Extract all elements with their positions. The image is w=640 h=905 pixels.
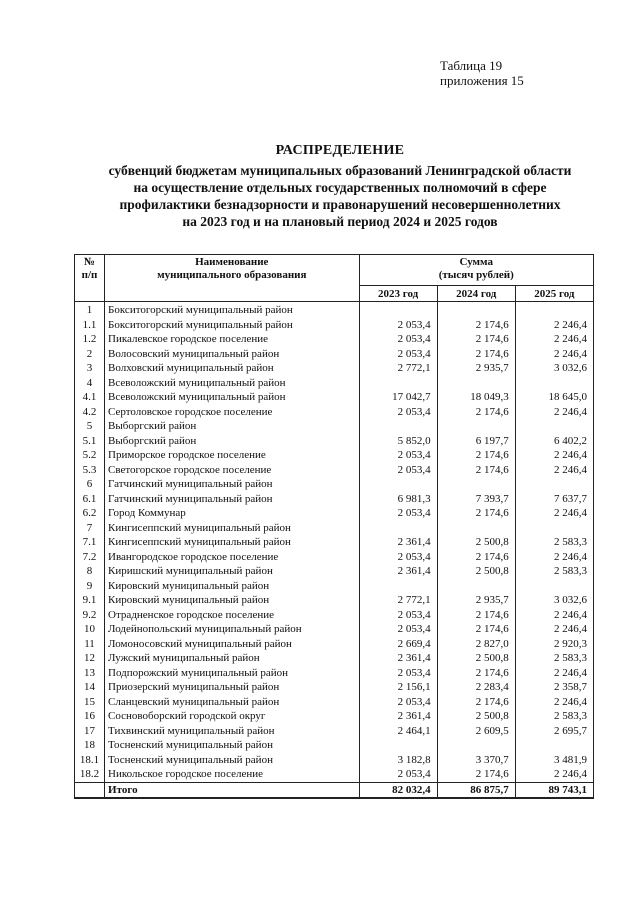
row-number: 18 — [75, 738, 105, 753]
table-row — [75, 767, 594, 782]
header-number-line2: п/п — [81, 269, 98, 281]
municipality-name: Бокситогорский муниципальный район — [105, 302, 359, 318]
amount-2024 — [437, 521, 515, 536]
amount-2024: 2 174,6 — [437, 332, 515, 347]
amount-2025: 2 358,7 — [515, 680, 593, 695]
row-number: 5 — [75, 419, 105, 434]
document-title — [70, 142, 610, 230]
header-year-2023: 2023 год — [359, 286, 437, 302]
amount-2024: 2 174,6 — [437, 405, 515, 420]
municipality-name: Киришский муниципальный район — [105, 564, 359, 579]
amount-2024 — [437, 419, 515, 434]
amount-2023: 2 361,4 — [359, 564, 437, 579]
amount-2025: 18 645,0 — [515, 390, 593, 405]
row-number: 14 — [75, 680, 105, 695]
municipality-name: Всеволожский муниципальный район — [105, 376, 359, 391]
amount-2025 — [515, 302, 593, 318]
amount-2025: 7 637,7 — [515, 492, 593, 507]
municipality-name: Сланцевский муниципальный район — [105, 695, 359, 710]
municipality-name: Приозерский муниципальный район — [105, 680, 359, 695]
table-row — [75, 564, 594, 579]
amount-2025 — [515, 521, 593, 536]
row-number: 5.3 — [75, 463, 105, 478]
title-line-2: на осуществление отдельных государственных полномочий в сфере — [133, 180, 547, 195]
header-sum-line2: (тысяч рублей) — [438, 269, 514, 281]
table-row — [75, 477, 594, 492]
amount-2023: 2 053,4 — [359, 347, 437, 362]
row-number: 1.2 — [75, 332, 105, 347]
total-label: Итого — [105, 782, 359, 798]
amount-2023: 2 053,4 — [359, 622, 437, 637]
table-row — [75, 753, 594, 768]
row-number: 8 — [75, 564, 105, 579]
table-row — [75, 302, 594, 318]
amount-2024: 2 174,6 — [437, 347, 515, 362]
amount-2024: 2 174,6 — [437, 550, 515, 565]
amount-2024: 2 174,6 — [437, 767, 515, 782]
title-line-1: субвенций бюджетам муниципальных образований Ленинградской области — [108, 163, 572, 178]
row-number: 18.1 — [75, 753, 105, 768]
table-row — [75, 521, 594, 536]
table-row — [75, 550, 594, 565]
municipality-name: Ивангородское городское поселение — [105, 550, 359, 565]
header-name-line2: муниципального образования — [157, 269, 307, 281]
row-number: 9 — [75, 579, 105, 594]
row-number: 5.2 — [75, 448, 105, 463]
municipality-name: Подпорожский муниципальный район — [105, 666, 359, 681]
amount-2024: 2 500,8 — [437, 535, 515, 550]
amount-2024: 2 500,8 — [437, 564, 515, 579]
municipality-name: Бокситогорский муниципальный район — [105, 318, 359, 333]
table-row — [75, 492, 594, 507]
amount-2024: 7 393,7 — [437, 492, 515, 507]
row-number: 7.2 — [75, 550, 105, 565]
amount-2025: 2 246,4 — [515, 767, 593, 782]
total-row — [75, 782, 594, 798]
amount-2025 — [515, 419, 593, 434]
total-2025: 89 743,1 — [515, 782, 593, 798]
row-number: 3 — [75, 361, 105, 376]
table-row — [75, 651, 594, 666]
municipality-name: Кингисеппский муниципальный район — [105, 535, 359, 550]
municipality-name: Тосненский муниципальный район — [105, 753, 359, 768]
amount-2023: 2 053,4 — [359, 332, 437, 347]
municipality-name: Лужский муниципальный район — [105, 651, 359, 666]
table-row — [75, 332, 594, 347]
table-row — [75, 448, 594, 463]
row-number: 6 — [75, 477, 105, 492]
row-number: 12 — [75, 651, 105, 666]
row-number: 2 — [75, 347, 105, 362]
amount-2025: 3 481,9 — [515, 753, 593, 768]
amount-2023: 2 053,4 — [359, 405, 437, 420]
municipality-name: Гатчинский муниципальный район — [105, 492, 359, 507]
table-row — [75, 680, 594, 695]
distribution-table — [74, 254, 594, 799]
header-name-line1: Наименование — [195, 256, 269, 268]
municipality-name: Волховский муниципальный район — [105, 361, 359, 376]
amount-2025: 2 246,4 — [515, 448, 593, 463]
total-number-cell — [75, 782, 105, 798]
header-sum — [359, 255, 593, 286]
amount-2025: 2 583,3 — [515, 709, 593, 724]
amount-2024: 2 500,8 — [437, 709, 515, 724]
row-number: 9.1 — [75, 593, 105, 608]
municipality-name: Кингисеппский муниципальный район — [105, 521, 359, 536]
amount-2023: 17 042,7 — [359, 390, 437, 405]
amount-2023: 2 772,1 — [359, 361, 437, 376]
amount-2025 — [515, 477, 593, 492]
row-number: 17 — [75, 724, 105, 739]
amount-2024: 2 174,6 — [437, 622, 515, 637]
amount-2023: 2 361,4 — [359, 651, 437, 666]
amount-2025: 3 032,6 — [515, 593, 593, 608]
amount-2025: 2 583,3 — [515, 651, 593, 666]
amount-2024: 2 935,7 — [437, 361, 515, 376]
table-row — [75, 376, 594, 391]
amount-2025: 2 583,3 — [515, 564, 593, 579]
table-row — [75, 463, 594, 478]
header-municipality-name — [105, 255, 359, 302]
amount-2023: 2 669,4 — [359, 637, 437, 652]
row-number: 10 — [75, 622, 105, 637]
table-row — [75, 347, 594, 362]
municipality-name: Приморское городское поселение — [105, 448, 359, 463]
amount-2023: 2 053,4 — [359, 695, 437, 710]
row-number: 18.2 — [75, 767, 105, 782]
amount-2023: 2 053,4 — [359, 550, 437, 565]
amount-2025: 2 695,7 — [515, 724, 593, 739]
amount-2023 — [359, 738, 437, 753]
table-row — [75, 724, 594, 739]
table-row — [75, 506, 594, 521]
row-number: 6.1 — [75, 492, 105, 507]
amount-2024 — [437, 477, 515, 492]
amount-2025: 3 032,6 — [515, 361, 593, 376]
amount-2023: 2 053,4 — [359, 318, 437, 333]
amount-2023: 2 053,4 — [359, 506, 437, 521]
appendix-table-number: Таблица 19 — [440, 58, 503, 73]
municipality-name: Ломоносовский муниципальный район — [105, 637, 359, 652]
amount-2023 — [359, 579, 437, 594]
amount-2024: 6 197,7 — [437, 434, 515, 449]
amount-2023: 2 053,4 — [359, 463, 437, 478]
amount-2023: 3 182,8 — [359, 753, 437, 768]
header-sum-line1: Сумма — [459, 256, 493, 268]
amount-2023: 2 053,4 — [359, 666, 437, 681]
amount-2025: 2 246,4 — [515, 622, 593, 637]
amount-2023: 2 361,4 — [359, 535, 437, 550]
amount-2024: 2 609,5 — [437, 724, 515, 739]
row-number: 6.2 — [75, 506, 105, 521]
table-row — [75, 593, 594, 608]
amount-2023 — [359, 419, 437, 434]
amount-2023 — [359, 302, 437, 318]
municipality-name: Лодейнопольский муниципальный район — [105, 622, 359, 637]
amount-2024: 2 283,4 — [437, 680, 515, 695]
municipality-name: Выборгский район — [105, 419, 359, 434]
table-row — [75, 738, 594, 753]
table-row — [75, 535, 594, 550]
municipality-name: Кировский муниципальный район — [105, 579, 359, 594]
row-number: 16 — [75, 709, 105, 724]
municipality-name: Сосновоборский городской округ — [105, 709, 359, 724]
appendix-number: приложения 15 — [440, 73, 524, 88]
amount-2025: 2 246,4 — [515, 318, 593, 333]
table-row — [75, 637, 594, 652]
table-row — [75, 695, 594, 710]
amount-2023 — [359, 477, 437, 492]
amount-2025: 6 402,2 — [515, 434, 593, 449]
amount-2025: 2 246,4 — [515, 405, 593, 420]
table-row — [75, 608, 594, 623]
amount-2025: 2 246,4 — [515, 347, 593, 362]
table-body — [75, 302, 594, 799]
row-number: 1 — [75, 302, 105, 318]
amount-2023: 6 981,3 — [359, 492, 437, 507]
municipality-name: Выборгский район — [105, 434, 359, 449]
amount-2024 — [437, 376, 515, 391]
table-row — [75, 434, 594, 449]
amount-2024 — [437, 738, 515, 753]
row-number: 4 — [75, 376, 105, 391]
header-year-2024: 2024 год — [437, 286, 515, 302]
table-row — [75, 709, 594, 724]
appendix-reference — [440, 58, 524, 88]
amount-2025 — [515, 579, 593, 594]
table-row — [75, 361, 594, 376]
row-number: 4.2 — [75, 405, 105, 420]
table-row — [75, 405, 594, 420]
title-line-4: на 2023 год и на плановый период 2024 и 2025 годов — [182, 214, 498, 229]
municipality-name: Волосовский муниципальный район — [105, 347, 359, 362]
amount-2025: 2 246,4 — [515, 506, 593, 521]
municipality-name: Тосненский муниципальный район — [105, 738, 359, 753]
row-number: 13 — [75, 666, 105, 681]
amount-2024: 2 174,6 — [437, 506, 515, 521]
amount-2025: 2 246,4 — [515, 695, 593, 710]
amount-2023 — [359, 376, 437, 391]
amount-2023: 2 053,4 — [359, 448, 437, 463]
row-number: 7.1 — [75, 535, 105, 550]
amount-2024: 2 174,6 — [437, 608, 515, 623]
table-row — [75, 419, 594, 434]
row-number: 4.1 — [75, 390, 105, 405]
amount-2023: 2 361,4 — [359, 709, 437, 724]
amount-2023: 2 156,1 — [359, 680, 437, 695]
distribution-table-container — [74, 254, 594, 799]
amount-2025: 2 246,4 — [515, 608, 593, 623]
amount-2023: 2 053,4 — [359, 608, 437, 623]
row-number: 15 — [75, 695, 105, 710]
amount-2025: 2 583,3 — [515, 535, 593, 550]
table-header — [75, 255, 594, 302]
total-2023: 82 032,4 — [359, 782, 437, 798]
amount-2025: 2 246,4 — [515, 550, 593, 565]
amount-2024: 18 049,3 — [437, 390, 515, 405]
amount-2023: 2 053,4 — [359, 767, 437, 782]
amount-2025: 2 246,4 — [515, 666, 593, 681]
municipality-name: Никольское городское поселение — [105, 767, 359, 782]
amount-2024 — [437, 302, 515, 318]
table-row — [75, 622, 594, 637]
header-number-line1: № — [83, 256, 96, 268]
amount-2023 — [359, 521, 437, 536]
table-row — [75, 579, 594, 594]
amount-2025 — [515, 376, 593, 391]
amount-2024: 2 935,7 — [437, 593, 515, 608]
municipality-name: Пикалевское городское поселение — [105, 332, 359, 347]
amount-2024: 2 827,0 — [437, 637, 515, 652]
amount-2025: 2 920,3 — [515, 637, 593, 652]
row-number: 9.2 — [75, 608, 105, 623]
amount-2024: 2 174,6 — [437, 448, 515, 463]
municipality-name: Гатчинский муниципальный район — [105, 477, 359, 492]
amount-2025: 2 246,4 — [515, 332, 593, 347]
amount-2024: 2 174,6 — [437, 695, 515, 710]
amount-2024: 2 174,6 — [437, 666, 515, 681]
title-line-3: профилактики безнадзорности и правонарушений несовершеннолетних — [119, 197, 561, 212]
amount-2023: 2 772,1 — [359, 593, 437, 608]
total-2024: 86 875,7 — [437, 782, 515, 798]
amount-2025 — [515, 738, 593, 753]
amount-2024: 2 174,6 — [437, 318, 515, 333]
municipality-name: Кировский муниципальный район — [105, 593, 359, 608]
amount-2024: 2 174,6 — [437, 463, 515, 478]
municipality-name: Светогорское городское поселение — [105, 463, 359, 478]
header-year-2025: 2025 год — [515, 286, 593, 302]
municipality-name: Сертоловское городское поселение — [105, 405, 359, 420]
table-row — [75, 318, 594, 333]
municipality-name: Город Коммунар — [105, 506, 359, 521]
amount-2025: 2 246,4 — [515, 463, 593, 478]
row-number: 7 — [75, 521, 105, 536]
row-number: 5.1 — [75, 434, 105, 449]
table-row — [75, 666, 594, 681]
table-row — [75, 390, 594, 405]
amount-2024: 2 500,8 — [437, 651, 515, 666]
amount-2023: 5 852,0 — [359, 434, 437, 449]
amount-2024 — [437, 579, 515, 594]
amount-2024: 3 370,7 — [437, 753, 515, 768]
municipality-name: Всеволожский муниципальный район — [105, 390, 359, 405]
municipality-name: Тихвинский муниципальный район — [105, 724, 359, 739]
title-main: РАСПРЕДЕЛЕНИЕ — [275, 143, 405, 158]
amount-2023: 2 464,1 — [359, 724, 437, 739]
header-number — [75, 255, 105, 302]
municipality-name: Отрадненское городское поселение — [105, 608, 359, 623]
row-number: 11 — [75, 637, 105, 652]
row-number: 1.1 — [75, 318, 105, 333]
